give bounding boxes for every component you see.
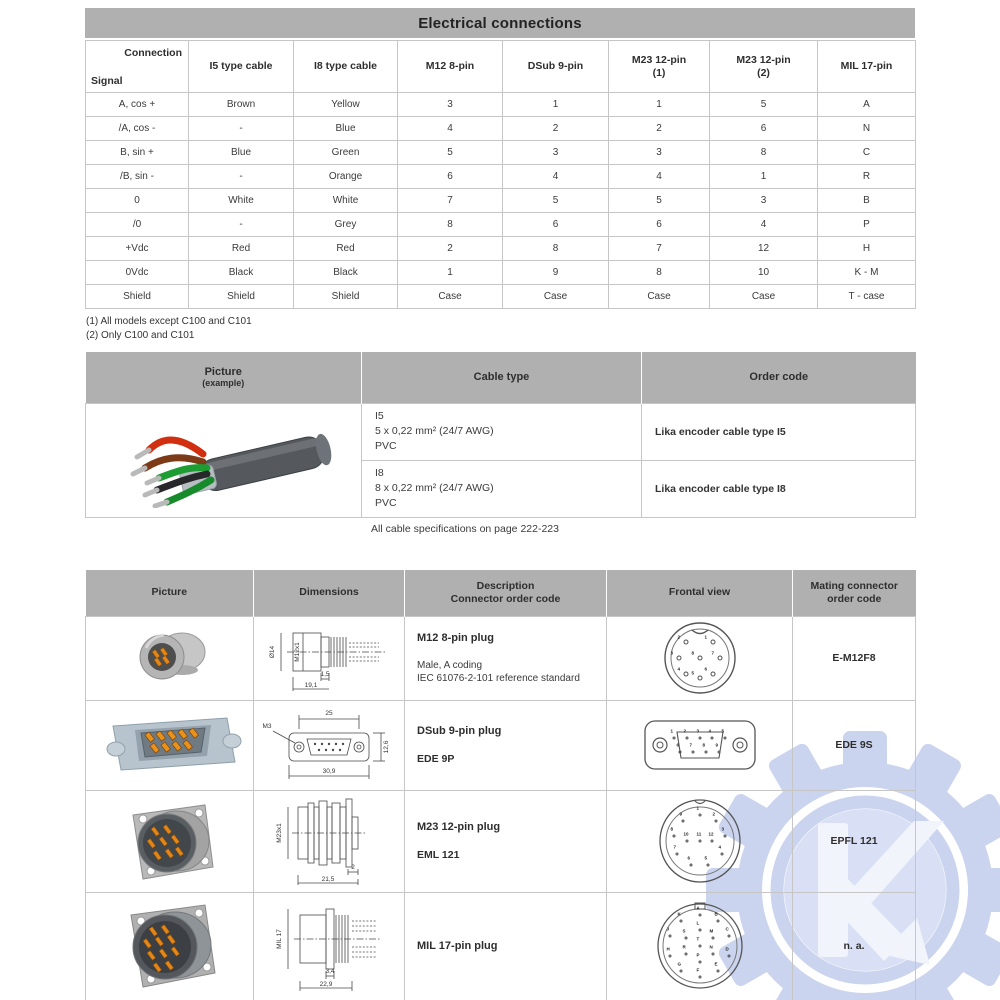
- svg-text:3,4: 3,4: [325, 967, 335, 975]
- table-row: [86, 892, 916, 1000]
- mil-pin-field: A B C D E F G H J K L M N P R S T: [656, 902, 744, 990]
- signal-cell: 0: [86, 189, 189, 213]
- table-cell: 1: [710, 165, 818, 189]
- table-cell: Case: [398, 285, 503, 309]
- mil-photo-cell: [86, 892, 254, 1000]
- connectors-table: [85, 570, 916, 1000]
- cable-type-table: [85, 352, 916, 518]
- table-cell: Grey: [294, 213, 398, 237]
- table-cell: 3: [710, 189, 818, 213]
- column-header: I8 type cable: [294, 41, 398, 93]
- m23-description-cell: M23 12-pin plug EML 121: [405, 790, 607, 892]
- table-cell: 9: [503, 261, 609, 285]
- table-cell: -: [189, 117, 294, 141]
- footnote-2: (2) Only C100 and C101: [86, 330, 195, 341]
- mil-dimension-drawing: [264, 893, 394, 995]
- table-cell: Blue: [189, 141, 294, 165]
- m12-photo-cell: [86, 616, 254, 700]
- table-row: [86, 261, 916, 285]
- corner-connection-label: Connection: [124, 47, 182, 59]
- table-cell: 2: [609, 117, 710, 141]
- column-header: Picture (example): [86, 352, 362, 403]
- table-cell: 8: [503, 237, 609, 261]
- table-row: [86, 213, 916, 237]
- table-row: [86, 616, 916, 700]
- corner-cell: [86, 41, 189, 93]
- column-header: Description Connector order code: [405, 570, 607, 616]
- table-row: [86, 165, 916, 189]
- dsub-frontal-view: [644, 720, 756, 770]
- svg-text:2: 2: [351, 863, 355, 871]
- table-cell: 5: [710, 93, 818, 117]
- dsub-frontal-cell: [607, 700, 793, 790]
- svg-text:M23x1: M23x1: [276, 822, 283, 843]
- table-cell: Red: [189, 237, 294, 261]
- table-cell: -: [189, 213, 294, 237]
- table-row: [86, 93, 916, 117]
- signal-cell: 0Vdc: [86, 261, 189, 285]
- mil-plug-photo: [107, 893, 232, 995]
- table-row: [86, 700, 916, 790]
- table-cell: 1: [398, 261, 503, 285]
- m23-dimensions-cell: [254, 790, 405, 892]
- table-row: [86, 403, 916, 460]
- section-title-bar: [85, 8, 915, 38]
- table-cell: K - M: [818, 261, 916, 285]
- table-cell: 5: [398, 141, 503, 165]
- mil-frontal-cell: [607, 892, 793, 1000]
- table-cell: 2: [503, 117, 609, 141]
- dsub-plug-photo: [95, 704, 245, 782]
- svg-text:25: 25: [325, 709, 333, 717]
- header-row: [86, 352, 916, 403]
- table-row: [86, 790, 916, 892]
- m12-frontal-view: [663, 621, 737, 695]
- table-row: [86, 237, 916, 261]
- mating-code-cell: n. a.: [793, 892, 916, 1000]
- column-header: Order code: [642, 352, 916, 403]
- table-cell: Black: [189, 261, 294, 285]
- table-cell: Case: [609, 285, 710, 309]
- m12-frontal-cell: [607, 616, 793, 700]
- svg-text:21,5: 21,5: [321, 875, 335, 883]
- m12-dimensions-cell: [254, 616, 405, 700]
- header-row: [86, 41, 916, 93]
- column-header: Mating connector order code: [793, 570, 916, 616]
- svg-text:M3: M3: [262, 722, 272, 730]
- corner-signal-label: Signal: [91, 75, 123, 87]
- table-cell: A: [818, 93, 916, 117]
- table-cell: 5: [609, 189, 710, 213]
- m12-pin-field: 1 2 3 4 5 6 7 8: [663, 621, 737, 695]
- table-cell: R: [818, 165, 916, 189]
- page-title: Electrical connections: [418, 14, 582, 32]
- dsub-dimensions-cell: [254, 700, 405, 790]
- table-cell: 6: [398, 165, 503, 189]
- table-cell: 3: [398, 93, 503, 117]
- footnotes: [86, 315, 252, 343]
- table-cell: 4: [710, 213, 818, 237]
- table-cell: 8: [398, 213, 503, 237]
- cable-type-cell: I8 8 x 0,22 mm² (24/7 AWG) PVC: [362, 460, 642, 517]
- cable-photo: [111, 408, 336, 508]
- table-cell: Yellow: [294, 93, 398, 117]
- table-cell: Black: [294, 261, 398, 285]
- svg-text:12,6: 12,6: [383, 740, 390, 753]
- footnote-1: (1) All models except C100 and C101: [86, 316, 252, 327]
- electrical-connections-table: [85, 40, 916, 309]
- table-cell: White: [294, 189, 398, 213]
- column-header: Picture: [86, 570, 254, 616]
- table-cell: 8: [710, 141, 818, 165]
- table-cell: 3: [609, 141, 710, 165]
- svg-text:30,9: 30,9: [322, 767, 336, 775]
- column-header: M23 12-pin (2): [710, 41, 818, 93]
- column-header: DSub 9-pin: [503, 41, 609, 93]
- table-row: [86, 117, 916, 141]
- svg-text:1,5: 1,5: [320, 670, 330, 678]
- table-cell: 7: [609, 237, 710, 261]
- table-cell: White: [189, 189, 294, 213]
- mating-code-cell: EDE 9S: [793, 700, 916, 790]
- m23-plug-photo: [111, 791, 229, 887]
- dsub-pin-field: 1 2 3 4 5 6 7 8 9: [644, 720, 756, 770]
- signal-cell: A, cos +: [86, 93, 189, 117]
- column-header: I5 type cable: [189, 41, 294, 93]
- table-cell: Case: [503, 285, 609, 309]
- table-cell: Shield: [294, 285, 398, 309]
- mil-dimensions-cell: [254, 892, 405, 1000]
- svg-text:Ø14: Ø14: [269, 645, 276, 658]
- svg-text:MIL 17: MIL 17: [276, 928, 283, 949]
- dsub-photo-cell: [86, 700, 254, 790]
- column-header: MIL 17-pin: [818, 41, 916, 93]
- table-row: [86, 141, 916, 165]
- cable-type-cell: I5 5 x 0,22 mm² (24/7 AWG) PVC: [362, 403, 642, 460]
- column-header: Cable type: [362, 352, 642, 403]
- column-header: M23 12-pin (1): [609, 41, 710, 93]
- column-header: Dimensions: [254, 570, 405, 616]
- table-cell: Blue: [294, 117, 398, 141]
- cable-photo-cell: [86, 403, 362, 517]
- header-row: [86, 570, 916, 616]
- table-cell: H: [818, 237, 916, 261]
- m23-dimension-drawing: [264, 791, 394, 887]
- signal-cell: /0: [86, 213, 189, 237]
- mating-code-cell: EPFL 121: [793, 790, 916, 892]
- table-cell: 6: [710, 117, 818, 141]
- table-cell: N: [818, 117, 916, 141]
- order-code-cell: Lika encoder cable type I5: [642, 403, 916, 460]
- table-cell: Brown: [189, 93, 294, 117]
- m12-plug-photo: [124, 624, 216, 688]
- table-cell: 8: [609, 261, 710, 285]
- column-header: Frontal view: [607, 570, 793, 616]
- signal-cell: /A, cos -: [86, 117, 189, 141]
- table-cell: Shield: [189, 285, 294, 309]
- table-cell: T - case: [818, 285, 916, 309]
- table-cell: Red: [294, 237, 398, 261]
- m23-frontal-cell: [607, 790, 793, 892]
- table-cell: 6: [609, 213, 710, 237]
- table-cell: Orange: [294, 165, 398, 189]
- m23-photo-cell: [86, 790, 254, 892]
- table-cell: 1: [503, 93, 609, 117]
- table-cell: 6: [503, 213, 609, 237]
- table-cell: 3: [503, 141, 609, 165]
- m23-frontal-view: [658, 799, 742, 883]
- dsub-dimension-drawing: [259, 701, 399, 785]
- signal-cell: /B, sin -: [86, 165, 189, 189]
- signal-cell: +Vdc: [86, 237, 189, 261]
- m12-dimension-drawing: [263, 617, 395, 695]
- svg-text:M12x1: M12x1: [294, 641, 301, 662]
- order-code-cell: Lika encoder cable type I8: [642, 460, 916, 517]
- table-cell: B: [818, 189, 916, 213]
- table-cell: 1: [609, 93, 710, 117]
- signal-cell: Shield: [86, 285, 189, 309]
- table-cell: Green: [294, 141, 398, 165]
- cable-spec-note: All cable specifications on page 222-223: [371, 523, 559, 535]
- dsub-description-cell: DSub 9-pin plug EDE 9P: [405, 700, 607, 790]
- signal-cell: B, sin +: [86, 141, 189, 165]
- svg-text:19,1: 19,1: [304, 681, 318, 689]
- m12-description-cell: M12 8-pin plug Male, A coding IEC 61076-2-101 reference standard: [405, 616, 607, 700]
- table-cell: 10: [710, 261, 818, 285]
- svg-text:22,9: 22,9: [319, 980, 333, 988]
- table-row: [86, 189, 916, 213]
- table-cell: P: [818, 213, 916, 237]
- table-cell: -: [189, 165, 294, 189]
- table-cell: 4: [503, 165, 609, 189]
- mating-code-cell: E-M12F8: [793, 616, 916, 700]
- column-header: M12 8-pin: [398, 41, 503, 93]
- table-row: [86, 285, 916, 309]
- mil-description-cell: MIL 17-pin plug: [405, 892, 607, 1000]
- table-cell: 2: [398, 237, 503, 261]
- table-cell: Case: [710, 285, 818, 309]
- table-cell: 12: [710, 237, 818, 261]
- table-cell: 7: [398, 189, 503, 213]
- table-cell: 4: [398, 117, 503, 141]
- mil-frontal-view: [656, 902, 744, 990]
- table-cell: C: [818, 141, 916, 165]
- m23-pin-field: 1 2 3 4 5 6 7 8 9 10 11 12: [658, 799, 742, 883]
- table-cell: 4: [609, 165, 710, 189]
- table-cell: 5: [503, 189, 609, 213]
